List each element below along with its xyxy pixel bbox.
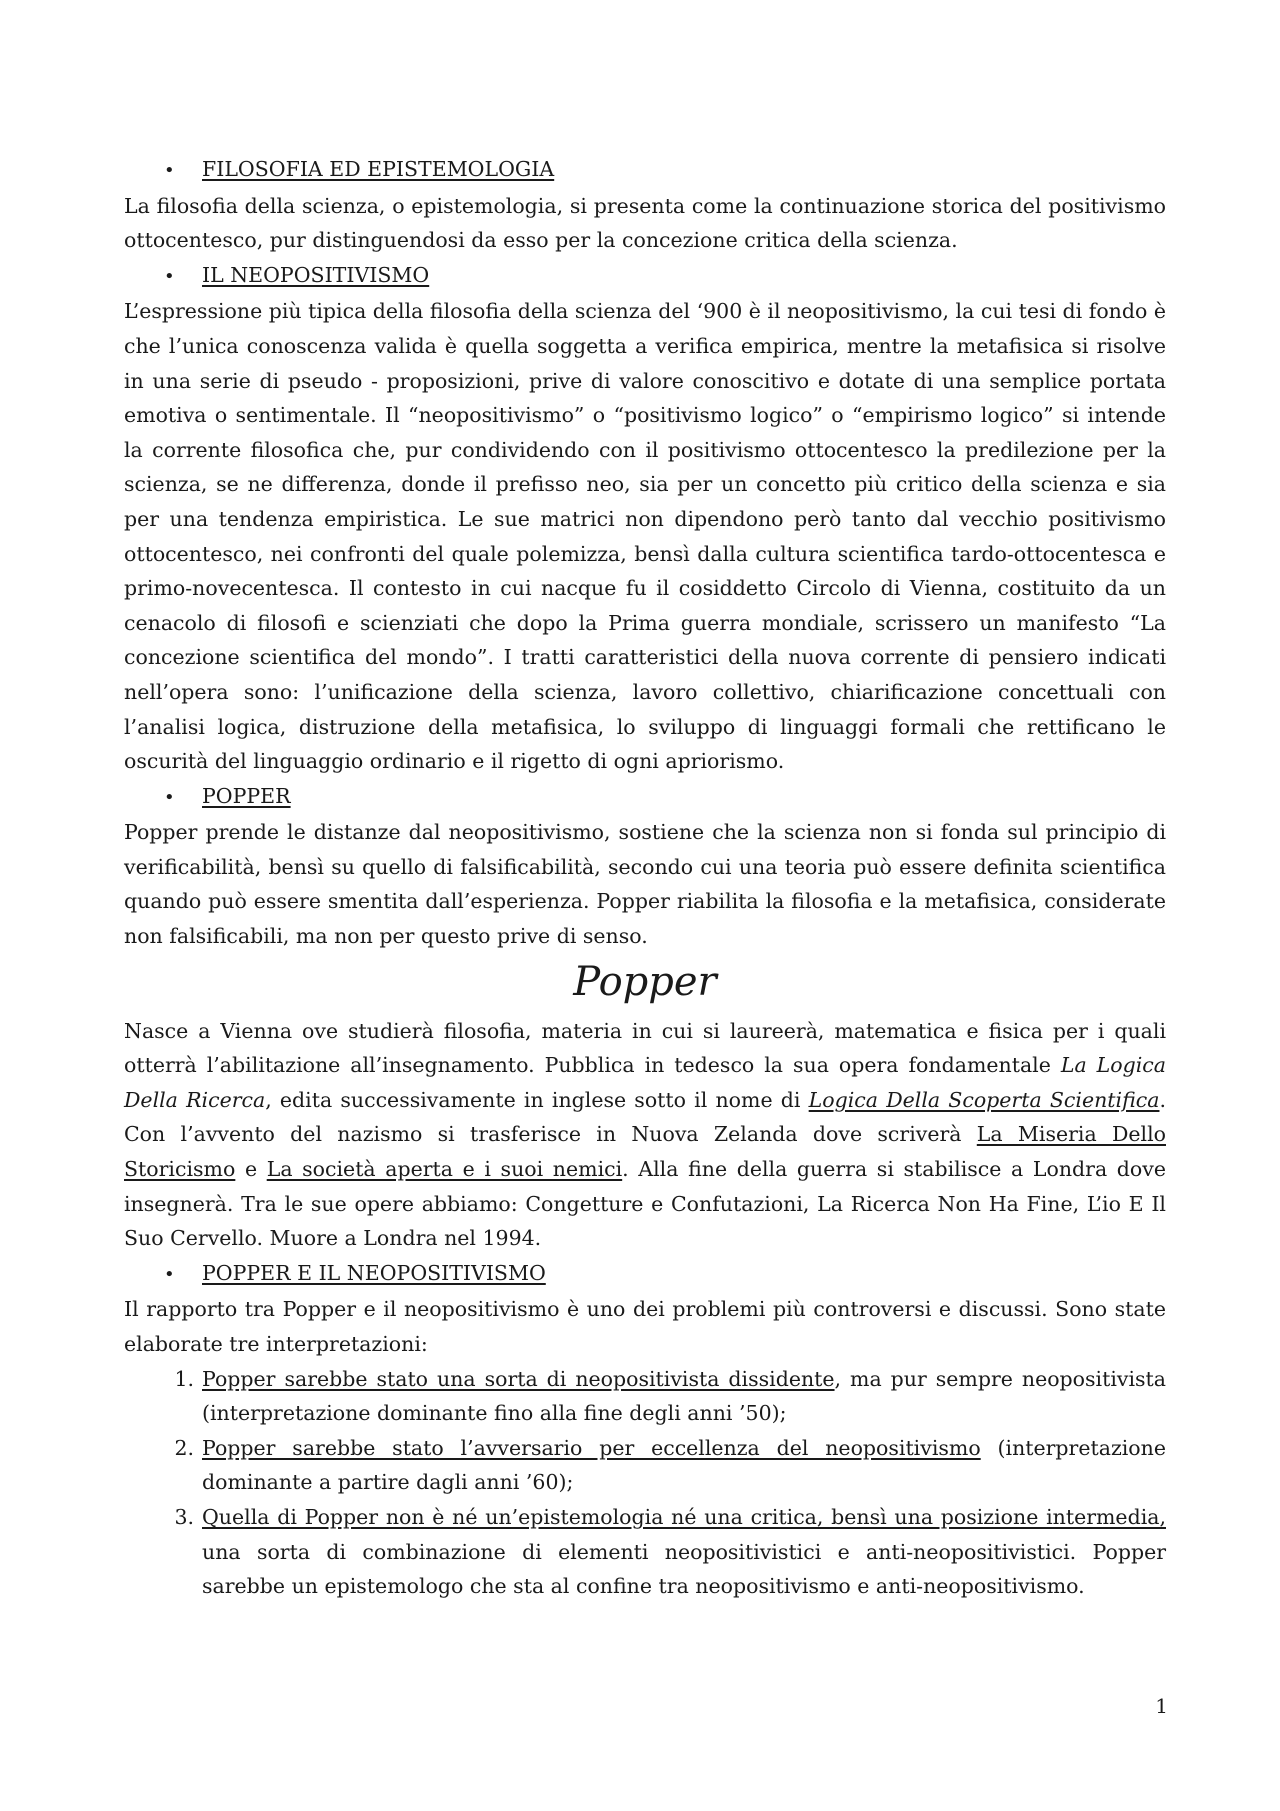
list-item-rest: (interpretazione dominante a partire dagli anni ’60); xyxy=(202,1435,1166,1495)
list-item-body xyxy=(202,1362,1166,1431)
list-number: 2. xyxy=(174,1435,194,1460)
biography-text-4: e xyxy=(235,1157,267,1182)
work-title: Logica Della Scoperta Scientifica xyxy=(808,1087,1160,1112)
section-heading-popper xyxy=(124,779,1166,816)
section-heading-neopositivismo xyxy=(124,258,1166,295)
work-title: La Miseria Dello Storicismo xyxy=(124,1122,1166,1182)
biography-text-1: Nasce a Vienna ove studierà filosofia, materia in cui si laureerà, matematica e fisica per i quali otterrà l’abilitazione all’insegnamento. Pubblica in tedesco la sua opera fondamentale xyxy=(124,1018,1166,1078)
list-item-underlined: Popper sarebbe stato una sorta di neopositivista dissidente xyxy=(202,1366,835,1391)
list-item xyxy=(124,1500,1166,1604)
list-item-rest: una sorta di combinazione di elementi neopositivistici e anti-neopositivistici. Popper sarebbe un epistemologo che sta al confine tra neopositivismo e anti-neopositivismo. xyxy=(202,1539,1166,1599)
list-item-rest: , ma pur sempre neopositivista (interpretazione dominante fino alla fine degli anni ’50); xyxy=(202,1366,1166,1426)
list-item xyxy=(124,1431,1166,1500)
interpretations-list xyxy=(124,1362,1166,1604)
heading-label: POPPER E IL NEOPOSITIVISMO xyxy=(202,1260,546,1285)
work-title: La società aperta e i suoi nemici xyxy=(266,1157,623,1182)
work-title: La Logica Della Ricerca xyxy=(124,1053,1166,1112)
bullet-icon: • xyxy=(164,786,175,808)
list-number: 1. xyxy=(174,1366,194,1391)
list-item xyxy=(124,1362,1166,1431)
biography-text-3: . Con l’avvento del nazismo si trasferisce in Nuova Zelanda dove scriverà xyxy=(124,1087,1166,1147)
list-item-body xyxy=(202,1431,1166,1500)
section-title-popper: Popper xyxy=(573,958,717,1005)
list-number: 3. xyxy=(174,1504,194,1529)
page-number: 1 xyxy=(1155,1694,1168,1718)
list-item-underlined: Quella di Popper non è né un’epistemologia né una critica, bensì una posizione intermedia, xyxy=(202,1504,1166,1529)
paragraph-filosofia: La filosofia della scienza, o epistemologia, si presenta come la continuazione storica del positivismo ottocentesco, pur distinguendosi da esso per la concezione critica della scienza. xyxy=(124,193,1166,253)
biography-text-5: . Alla fine della guerra si stabilisce a Londra dove insegnerà. Tra le sue opere abbiamo: Congetture e Confutazioni, La Ricerca Non Ha Fine, L’io E Il Suo Cervello. Muore a Londra nel 1994. xyxy=(124,1157,1166,1251)
heading-label: IL NEOPOSITIVISMO xyxy=(202,262,430,287)
paragraph-popper: Popper prende le distanze dal neopositivismo, sostiene che la scienza non si fonda sul principio di verificabilità, bensì su quello di falsificabilità, secondo cui una teoria può essere definita scientifica quando può essere smentita dall’esperienza. Popper riabilita la filosofia e la metafisica, considerate non falsificabili, ma non per questo prive di senso. xyxy=(124,820,1166,949)
section-heading-popper-neopositivismo xyxy=(124,1256,1166,1293)
heading-label: POPPER xyxy=(202,783,291,808)
bullet-icon: • xyxy=(164,265,175,287)
section-heading-filosofia xyxy=(124,152,1166,189)
heading-label: FILOSOFIA ED EPISTEMOLOGIA xyxy=(202,157,555,181)
paragraph-biography xyxy=(124,1014,1166,1256)
paragraph-popper-neopositivismo: Il rapporto tra Popper e il neopositivismo è uno dei problemi più controversi e discussi. Sono state elaborate tre interpretazioni: xyxy=(124,1297,1166,1356)
paragraph-neopositivismo: L’espressione più tipica della filosofia della scienza del ‘900 è il neopositivismo, la cui tesi di fondo è che l’unica conoscenza valida è quella soggetta a verifica empirica, mentre la metafisica si risolve in una serie di pseudo - proposizioni, prive di valore conoscitivo e dotate di una semplice portata emotiva o sentimentale. Il “neopositivismo” o “positivismo logico” o “empirismo logico” si intende la corrente filosofica che, pur condividendo con il positivismo ottocentesco la predilezione per la scienza, se ne differenza, donde il prefisso neo, sia per un concetto più critico della scienza e sia per una tendenza empiristica. Le sue matrici non dipendono però tanto dal vecchio positivismo ottocentesco, nei confronti del quale polemizza, bensì dalla cultura scientifica tardo-ottocentesca e primo-novecentesca. Il contesto in cui nacque fu il cosiddetto Circolo di Vienna, costituito da un cenacolo di filosofi e scienziati che dopo la Prima guerra mondiale, scrissero un manifesto “La concezione scientifica del mondo”. I tratti caratteristici della nuova corrente di pensiero indicati nell’opera sono: l’unificazione della scienza, lavoro collettivo, chiarificazione concettuali con l’analisi logica, distruzione della metafisica, lo sviluppo di linguaggi formali che rettificano le oscurità del linguaggio ordinario e il rigetto di ogni apriorismo. xyxy=(124,299,1166,774)
bullet-icon: • xyxy=(164,1263,175,1285)
biography-text-2: , edita successivamente in inglese sotto il nome di xyxy=(265,1087,809,1112)
page-content xyxy=(124,152,1166,1604)
bullet-icon: • xyxy=(164,160,175,181)
list-item-underlined: Popper sarebbe stato l’avversario per eccellenza del neopositivismo xyxy=(202,1435,981,1460)
list-item-body xyxy=(202,1500,1166,1604)
